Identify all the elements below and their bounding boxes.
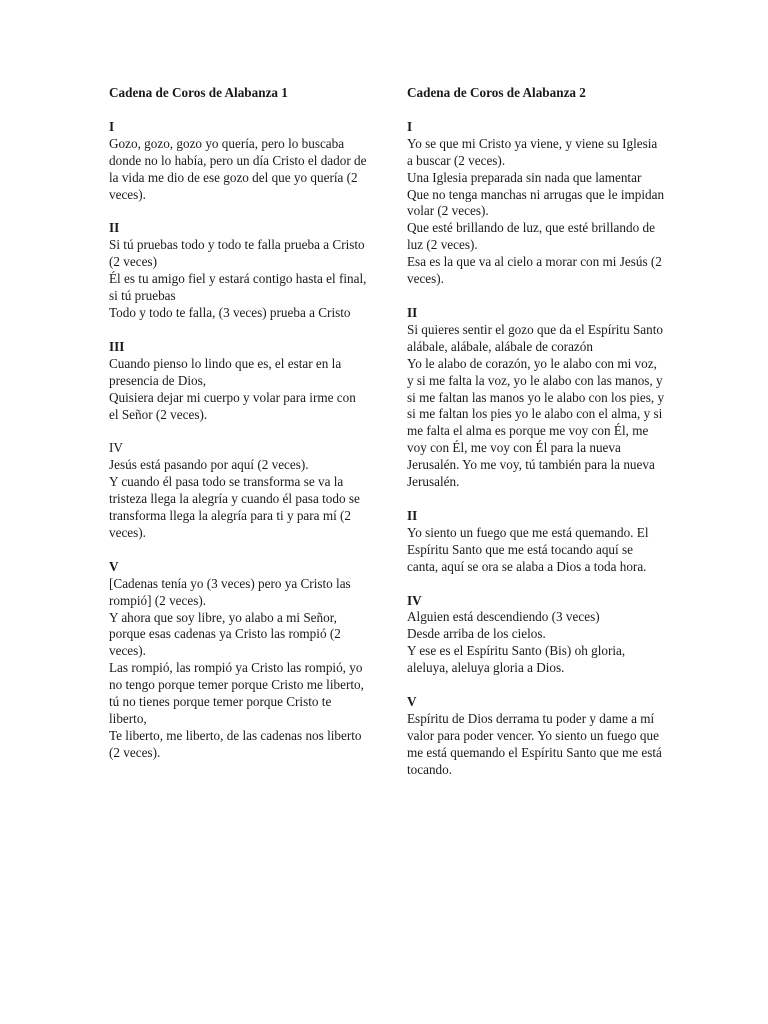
stanza-numeral: II bbox=[407, 304, 418, 320]
stanza-line: Si quieres sentir el gozo que da el Espíritu Santo alábale, alábale, alábale de corazón bbox=[407, 321, 664, 354]
stanza-line: Yo se que mi Cristo ya viene, y viene su Iglesia a buscar (2 veces). bbox=[407, 135, 658, 168]
stanza-numeral: II bbox=[407, 507, 418, 523]
stanza-numeral: IV bbox=[407, 592, 422, 608]
left-title: Cadena de Coros de Alabanza 1 bbox=[109, 85, 288, 100]
left-column bbox=[109, 85, 367, 779]
stanza-numeral: V bbox=[407, 694, 417, 710]
stanza-line: [Cadenas tenía yo (3 veces) pero ya Cristo las rompió] (2 veces). bbox=[109, 575, 351, 608]
stanza-numeral: II bbox=[109, 220, 120, 236]
stanza-numeral: I bbox=[109, 118, 115, 134]
right-stanza-4 bbox=[407, 593, 665, 678]
right-title: Cadena de Coros de Alabanza 2 bbox=[407, 85, 586, 100]
stanza-line: Cuando pienso lo lindo que es, el estar en la presencia de Dios, bbox=[109, 355, 342, 388]
stanza-line: Él es tu amigo fiel y estará contigo hasta el final, si tú pruebas bbox=[109, 271, 367, 304]
left-stanza-5 bbox=[109, 559, 367, 762]
stanza-line: Todo y todo te falla, (3 veces) prueba a Cristo bbox=[109, 304, 351, 320]
stanza-line: Una Iglesia preparada sin nada que lamentar bbox=[407, 169, 642, 185]
stanza-text: Espíritu de Dios derrama tu poder y dame a mí valor para poder vencer. Yo siento un fuego que me está quemando el Espíritu Santo que me está tocando. bbox=[407, 711, 662, 777]
stanza-line: Si tú pruebas todo y todo te falla prueba a Cristo (2 veces) bbox=[109, 237, 365, 270]
stanza-numeral: V bbox=[109, 558, 119, 574]
right-stanza-1 bbox=[407, 119, 665, 288]
stanza-line: Y ahora que soy libre, yo alabo a mi Señor, porque esas cadenas ya Cristo las rompió (2 veces). bbox=[109, 609, 341, 659]
stanza-line: Y ese es el Espíritu Santo (Bis) oh gloria, aleluya, aleluya gloria a Dios. bbox=[407, 643, 626, 676]
left-stanza-3 bbox=[109, 339, 367, 424]
stanza-line: Que esté brillando de luz, que esté brillando de luz (2 veces). bbox=[407, 220, 655, 253]
left-stanza-4 bbox=[109, 440, 367, 541]
stanza-line: Las rompió, las rompió ya Cristo las rompió, yo no tengo porque temer porque Cristo me liberto, tú no tienes porque temer porque Cristo te liberto, bbox=[109, 660, 364, 726]
right-stanza-3 bbox=[407, 508, 665, 576]
stanza-line: Y cuando él pasa todo se transforma se va la tristeza llega la alegría y cuando él pasa todo se transforma llega la alegría para ti y para mí (2 veces). bbox=[109, 474, 360, 540]
left-stanza-1 bbox=[109, 119, 367, 204]
stanza-line: Desde arriba de los cielos. bbox=[407, 626, 546, 642]
left-stanza-2 bbox=[109, 220, 367, 321]
stanza-numeral: IV bbox=[109, 440, 123, 456]
stanza-line: Esa es la que va al cielo a morar con mi Jesús (2 veces). bbox=[407, 254, 662, 287]
right-stanza-5 bbox=[407, 694, 665, 779]
right-stanza-2 bbox=[407, 305, 665, 491]
stanza-text: Gozo, gozo, gozo yo quería, pero lo buscaba donde no lo había, pero un día Cristo el dador de la vida me dio de ese gozo del que yo quería (2 veces). bbox=[109, 135, 367, 202]
stanza-text: Yo siento un fuego que me está quemando. El Espíritu Santo que me está tocando aquí se canta, aquí se ora se alaba a Dios a toda hora. bbox=[407, 524, 649, 574]
stanza-numeral: III bbox=[109, 338, 125, 354]
stanza-line: Alguien está descendiendo (3 veces) bbox=[407, 609, 600, 625]
stanza-line: Que no tenga manchas ni arrugas que le impidan volar (2 veces). bbox=[407, 186, 665, 219]
stanza-line: Quisiera dejar mi cuerpo y volar para irme con el Señor (2 veces). bbox=[109, 389, 356, 422]
right-column bbox=[407, 85, 665, 796]
stanza-line: Jesús está pasando por aquí (2 veces). bbox=[109, 457, 309, 473]
stanza-line: Te liberto, me liberto, de las cadenas nos liberto (2 veces). bbox=[109, 727, 362, 760]
stanza-numeral: I bbox=[407, 118, 413, 134]
stanza-line: Yo le alabo de corazón, yo le alabo con mi voz, y si me falta la voz, yo le alabo con las manos, y si me faltan las manos yo le alabo con los pies, y si me faltan los pies yo le alabo con el alma, y si me falta el alma es porque me voy con Él, me voy con Él, me voy con Él para la nueva Jerusalén. Yo me voy, tú también para la nueva Jerusalén. bbox=[407, 355, 665, 490]
